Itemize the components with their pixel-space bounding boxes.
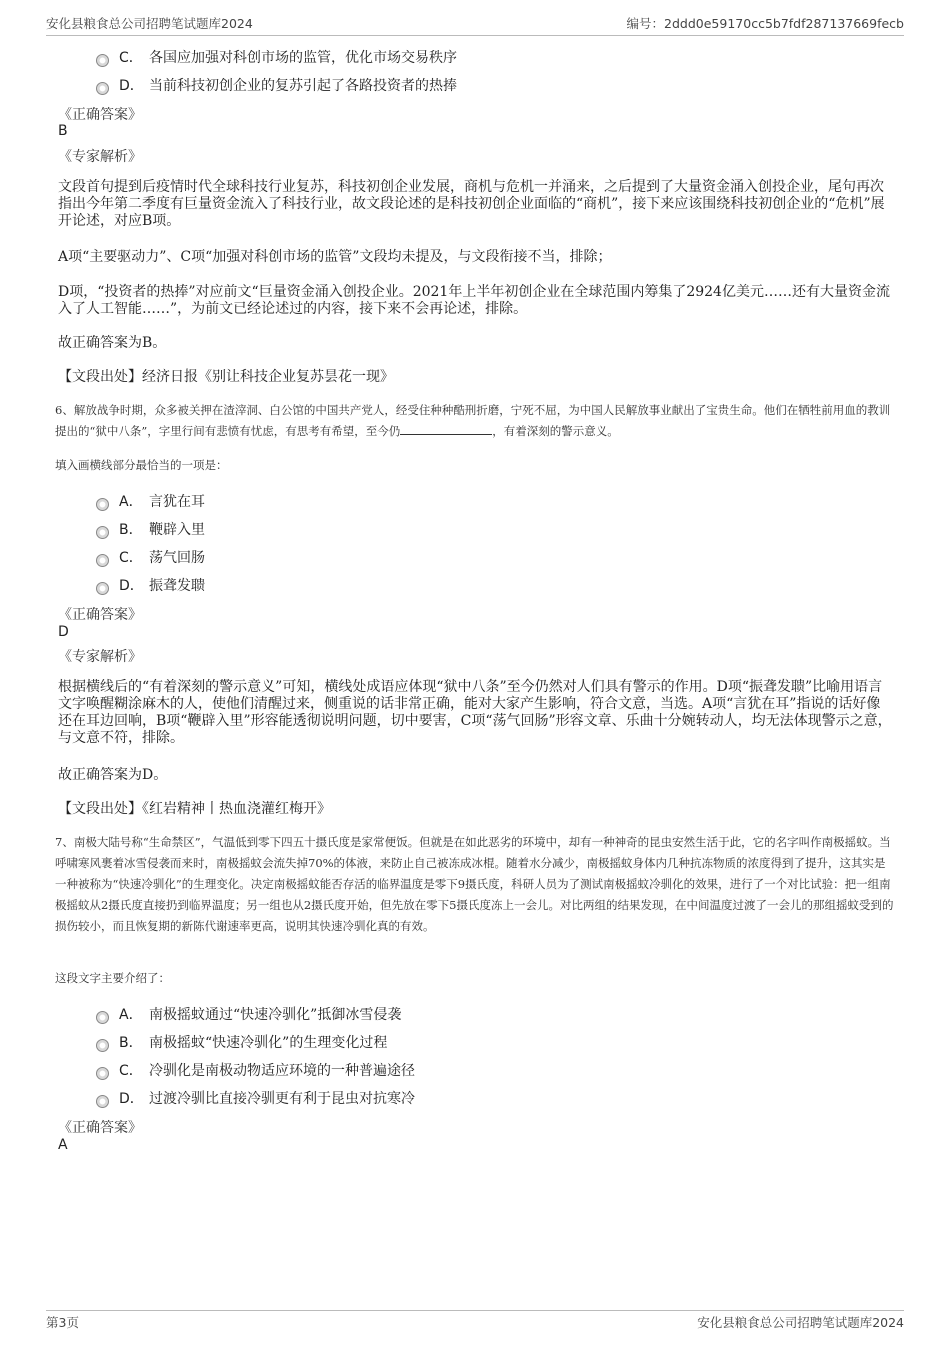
q6-option-d[interactable]: D． 振聋发聩 [96,574,205,596]
radio-icon[interactable] [96,582,109,595]
q5-analysis-p2: A项“主要驱动力”、C项“加强对科创市场的监管”文段均未提及，与文段衔接不当，排除； [58,249,612,265]
radio-icon[interactable] [96,82,109,95]
q7-answer-label: 《正确答案》 [58,1120,142,1136]
q5-analysis-label: 《专家解析》 [58,149,142,165]
fill-blank [400,422,492,435]
q7-prompt: 这段文字主要介绍了： [55,971,170,985]
q6-analysis-label: 《专家解析》 [58,649,142,665]
q5-option-c[interactable]: C． 各国应加强对科创市场的监管，优化市场交易秩序 [96,46,457,68]
radio-icon[interactable] [96,1039,109,1052]
q5-option-d[interactable]: D． 当前科技初创企业的复苏引起了各路投资者的热捧 [96,74,457,96]
header-divider [46,35,904,36]
q6-option-c[interactable]: C． 荡气回肠 [96,546,205,568]
q6-analysis-p2: 故正确答案为D。 [58,767,168,783]
q7-stem: 7、南极大陆号称“生命禁区”，气温低到零下四五十摄氏度是家常便饭。但就是在如此恶劣的环境中，却有一种神奇的昆虫安然生活于此，它的名字叫作南极摇蚊。当呼啸寒风裹着冰雪侵袭而来时，南极摇蚊会流失掉70%的体液，来防止自己被冻成冰棍。随着水分减少，南极摇蚊身体内几种抗冻物质的浓度得到了提升，这其实是一种被称为“快速冷驯化”的生理变化。决定南极摇蚊能否存活的临界温度是零下9摄氏度，科研人员为了测试南极摇蚊冷驯化的效果，进行了一个对比试验：把一组南极摇蚊从2摄氏度直接扔到临界温度；另一组也从2摄氏度开始，但先放在零下5摄氏度冻上一会儿。对比两组的结果发现，在中间温度过渡了一会儿的那组摇蚊受到的损伤较小，而且恢复期的新陈代谢速率更高，说明其快速冷驯化真的有效。 [55,835,894,933]
q7-option-a[interactable]: A． 南极摇蚊通过“快速冷驯化”抵御冰雪侵袭 [96,1003,401,1025]
header-doc-number: 编号：2ddd0e59170cc5b7fdf287137669fecb [626,16,904,31]
q7-option-c[interactable]: C． 冷驯化是南极动物适应环境的一种普遍途径 [96,1059,415,1081]
q6-source: 【文段出处】《红岩精神丨热血浇灌红梅开》 [58,801,331,817]
page-footer [46,1313,904,1333]
page-number: 第3页 [46,1315,79,1330]
q6-prompt: 填入画横线部分最恰当的一项是： [55,458,228,472]
q6-option-b[interactable]: B． 鞭辟入里 [96,518,205,540]
q5-analysis-p1: 文段首句提到后疫情时代全球科技行业复苏，科技初创企业发展，商机与危机一并涌来，之后提到了大量资金涌入创投企业，尾句再次指出今年第二季度有巨量资金流入了科技行业，故文段论述的是科技初创企业面临的“商机”，接下来应该围绕科技初创企业的“危机”展开论述，对应B项。 [58,179,885,229]
q7-answer: A [58,1137,68,1153]
footer-divider [46,1310,904,1311]
q5-analysis-p4: 故正确答案为B。 [58,335,167,351]
radio-icon[interactable] [96,498,109,511]
header-title: 安化县粮食总公司招聘笔试题库2024 [46,16,253,31]
q5-analysis-p3: D项，“投资者的热捧”对应前文“巨量资金涌入创投企业。2021年上半年初创企业在全球范围内筹集了2924亿美元……还有大量资金流入了人工智能……”，为前文已经论述过的内容，接下来不会再论述，排除。 [58,284,890,317]
q6-option-a[interactable]: A． 言犹在耳 [96,490,205,512]
q6-stem: 6、解放战争时期，众多被关押在渣滓洞、白公馆的中国共产党人，经受住种种酷刑折磨，宁死不屈，为中国人民解放事业献出了宝贵生命。他们在牺牲前用血的教训提出的“狱中八条”，字里行间有悲愤有忧虑，有思考有希望，至今仍 ，有着深刻的警示意义。 [55,403,891,438]
radio-icon[interactable] [96,54,109,67]
q5-answer-label: 《正确答案》 [58,107,142,123]
footer-title: 安化县粮食总公司招聘笔试题库2024 [697,1315,904,1330]
q6-analysis-p1: 根据横线后的“有着深刻的警示意义”可知，横线处成语应体现“狱中八条”至今仍然对人们具有警示的作用。D项“振聋发聩”比喻用语言文字唤醒糊涂麻木的人，使他们清醒过来，侧重说的话非常正确，能对大家产生影响，符合文意，当选。A项“言犹在耳”指说的话好像还在耳边回响，B项“鞭辟入里”形容能透彻说明问题，切中要害，C项“荡气回肠”形容文章、乐曲十分婉转动人，均无法体现警示之意，与文意不符，排除。 [58,679,892,746]
q6-answer-label: 《正确答案》 [58,607,142,623]
radio-icon[interactable] [96,1067,109,1080]
q6-answer: D [58,624,69,640]
q5-answer: B [58,123,68,139]
q7-option-d[interactable]: D． 过渡冷驯比直接冷驯更有利于昆虫对抗寒冷 [96,1087,415,1109]
q7-option-b[interactable]: B． 南极摇蚊“快速冷驯化”的生理变化过程 [96,1031,387,1053]
q5-source: 【文段出处】经济日报《别让科技企业复苏昙花一现》 [58,369,394,385]
radio-icon[interactable] [96,1095,109,1108]
radio-icon[interactable] [96,526,109,539]
page-header [46,14,904,34]
radio-icon[interactable] [96,554,109,567]
radio-icon[interactable] [96,1011,109,1024]
